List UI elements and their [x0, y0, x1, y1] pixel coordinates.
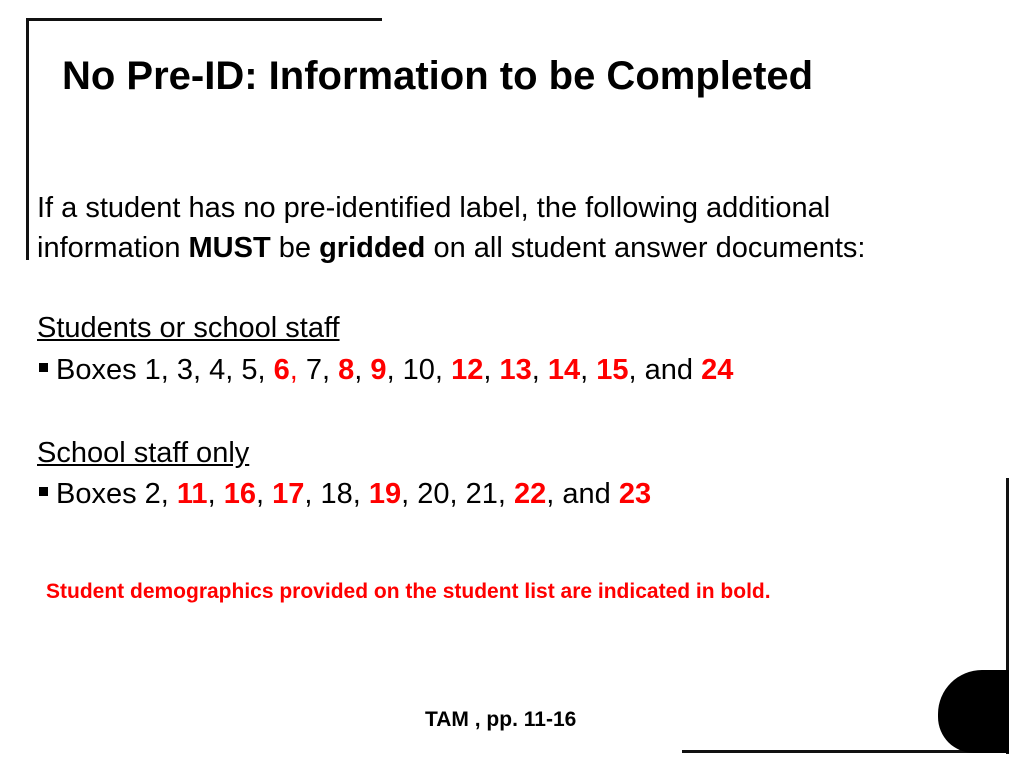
box-list-text: , — [255, 478, 273, 510]
box-list-text: , — [580, 354, 597, 386]
tam-reference: TAM , pp. 11-16 — [425, 708, 577, 731]
box-list-comma: , — [289, 354, 298, 386]
box-number-bold: 8 — [338, 354, 355, 386]
intro-line-2c: on all student answer documents: — [425, 232, 866, 264]
bullet-students-or-staff — [37, 352, 733, 388]
intro-paragraph — [37, 188, 1017, 268]
box-number-bold: 11 — [176, 478, 208, 510]
box-list-text: , 10, — [386, 354, 452, 386]
bullet-square-icon — [39, 487, 48, 496]
intro-line-2a: information — [37, 232, 189, 264]
box-list-text: , 18, — [304, 478, 369, 510]
section-heading-school-staff-only: School staff only — [37, 437, 250, 469]
box-list-text: Boxes 2, — [56, 478, 177, 510]
box-list-text: , 20, 21, — [401, 478, 514, 510]
box-number-bold: 23 — [618, 478, 652, 510]
bullet-square-icon — [39, 363, 48, 372]
box-number-bold: 6 — [273, 354, 290, 386]
box-number-bold: 14 — [547, 354, 581, 386]
box-list-text: , and — [628, 354, 702, 386]
box-number-bold: 15 — [596, 354, 629, 386]
box-number-bold: 24 — [701, 354, 734, 386]
box-number-bold: 22 — [513, 478, 547, 510]
intro-gridded: gridded — [319, 232, 426, 264]
intro-must: MUST — [188, 232, 271, 264]
frame-left-line — [26, 18, 29, 260]
intro-line-2b: be — [270, 232, 320, 264]
box-number-bold: 9 — [370, 354, 387, 386]
box-list-text: 7, — [297, 354, 339, 386]
box-list-text: , — [483, 354, 500, 386]
box-list-text: , — [531, 354, 548, 386]
intro-line-1: If a student has no pre-identified label, the following additional — [37, 192, 831, 224]
box-number-bold: 12 — [451, 354, 484, 386]
corner-decoration — [938, 670, 1009, 753]
box-list-text: , — [207, 478, 224, 510]
section-heading-students-or-staff: Students or school staff — [37, 312, 340, 344]
demographics-note: Student demographics provided on the student list are indicated in bold. — [46, 580, 771, 603]
bullet-school-staff-only — [37, 476, 651, 512]
box-list-text: , — [354, 354, 371, 386]
box-list-text: Boxes 1, 3, 4, 5, — [56, 354, 274, 386]
box-number-bold: 19 — [368, 478, 402, 510]
frame-top-line — [26, 18, 382, 21]
page-title: No Pre-ID: Information to be Completed — [62, 54, 814, 98]
box-number-bold: 16 — [223, 478, 256, 510]
box-number-bold: 17 — [272, 478, 305, 510]
box-list-text: , and — [546, 478, 619, 510]
box-number-bold: 13 — [499, 354, 532, 386]
